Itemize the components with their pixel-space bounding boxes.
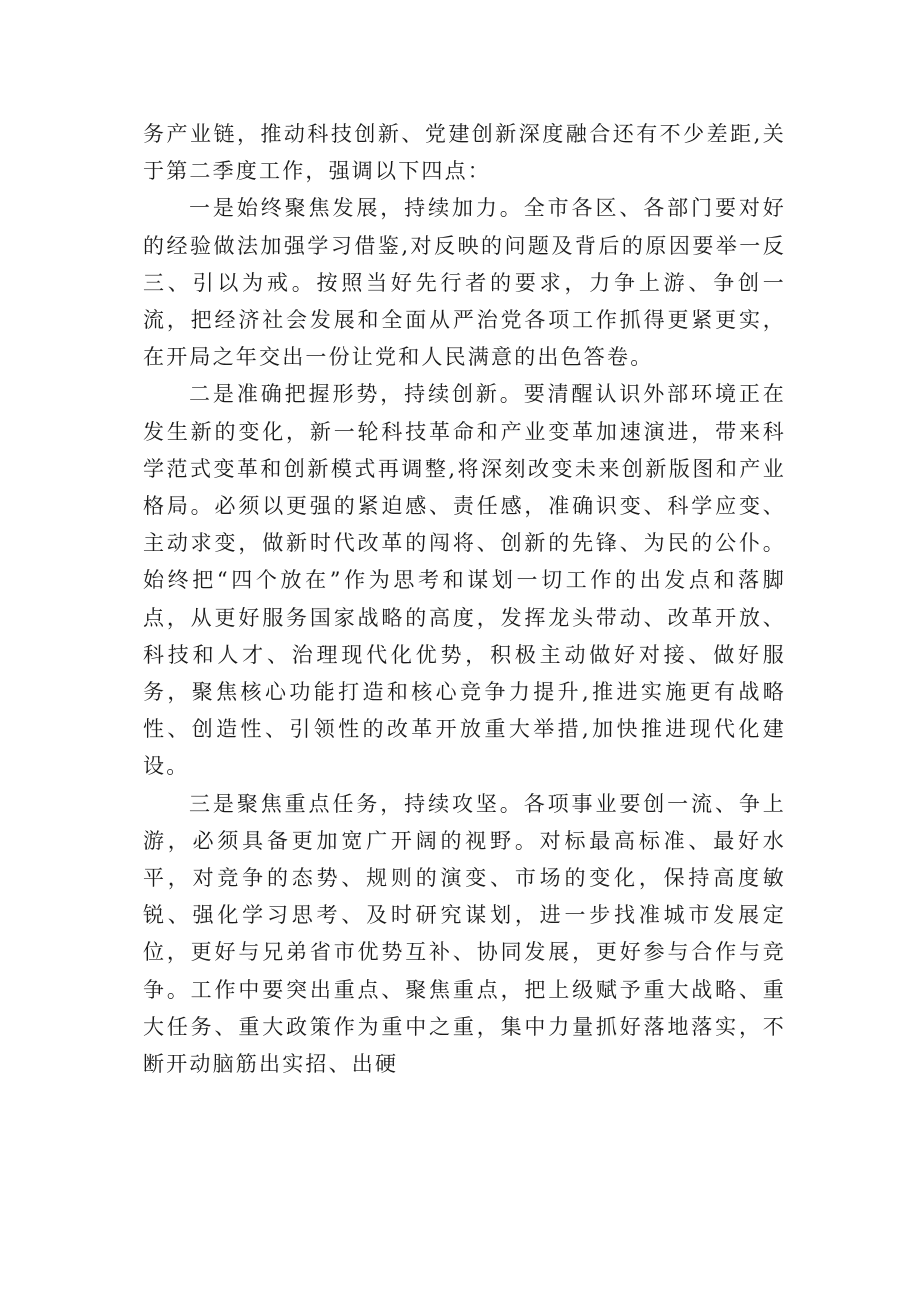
paragraph-intro: 务产业链，推动科技创新、党建创新深度融合还有不少差距,关于第二季度工作，强调以下四点：	[143, 122, 786, 184]
paragraph-point-3: 三是聚焦重点任务，持续攻坚。各项事业要创一流、争上游，必须具备更加宽广开阔的视野。对标最高标准、最好水平，对竞争的态势、规则的演变、市场的变化，保持高度敏锐、强化学习思考、及时研究谋划，进一步找准城市发展定位，更好与兄弟省市优势互补、协同发展，更好参与合作与竞争。工作中要突出重点、聚焦重点，把上级赋予重大战略、重大任务、重大政策作为重中之重，集中力量抓好落地落实，不断开动脑筋出实招、出硬	[143, 791, 786, 1077]
paragraph-point-1: 一是始终聚焦发展，持续加力。全市各区、各部门要对好的经验做法加强学习借鉴,对反映的问题及背后的原因要举一反三、引以为戒。按照当好先行者的要求，力争上游、争创一流，把经济社会发展和全面从严治党各项工作抓得更紧更实，在开局之年交出一份让党和人民满意的出色答卷。	[143, 196, 786, 370]
document-page	[143, 116, 786, 1083]
paragraph-point-2: 二是准确把握形势，持续创新。要清醒认识外部环境正在发生新的变化，新一轮科技革命和产业变革加速演进，带来科学范式变革和创新模式再调整,将深刻改变未来创新版图和产业格局。必须以更强的紧迫感、责任感，准确识变、科学应变、主动求变，做新时代改革的闯将、创新的先锋、为民的公仆。始终把“四个放在”作为思考和谋划一切工作的出发点和落脚点，从更好服务国家战略的高度，发挥龙头带动、改革开放、科技和人才、治理现代化优势，积极主动做好对接、做好服务，聚焦核心功能打造和核心竞争力提升,推进实施更有战略性、创造性、引领性的改革开放重大举措,加快推进现代化建设。	[143, 382, 786, 779]
